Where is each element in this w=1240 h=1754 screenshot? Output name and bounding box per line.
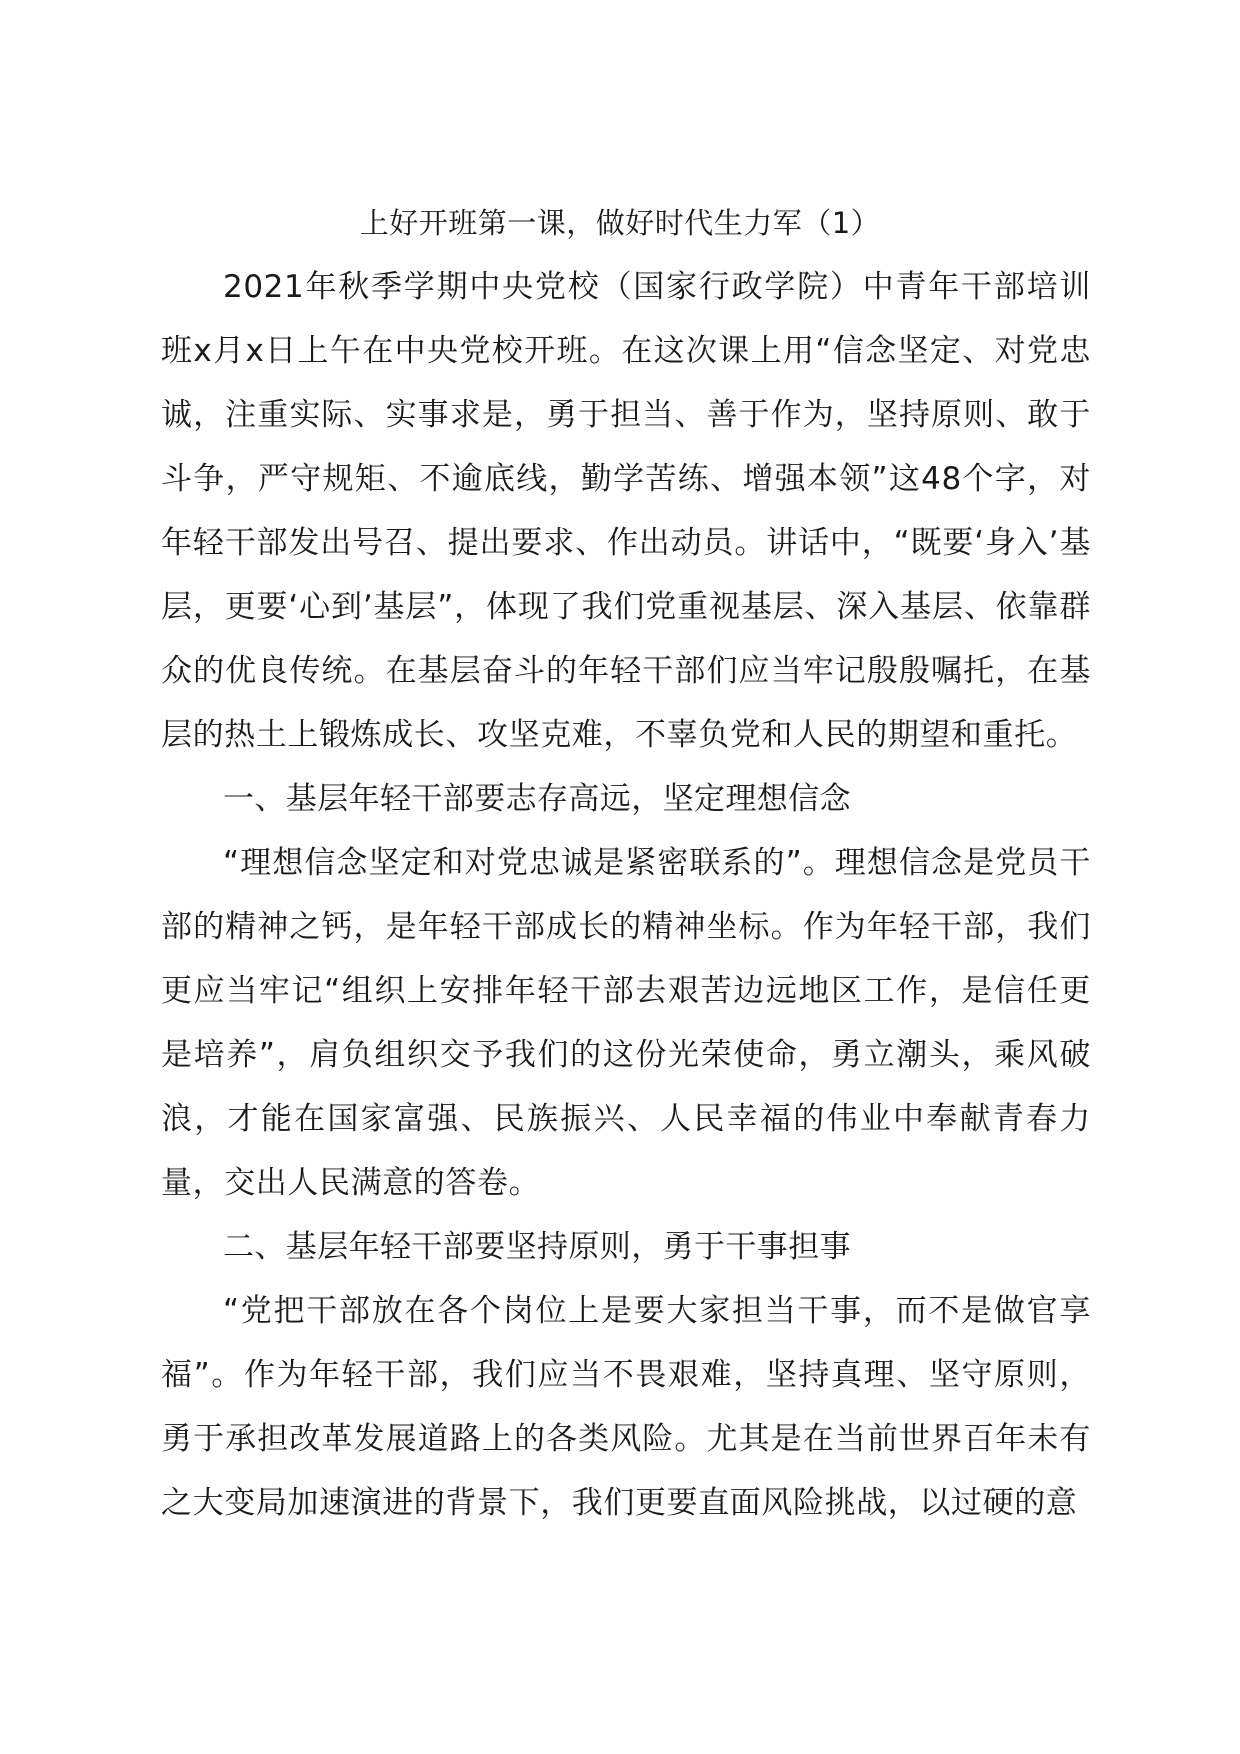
document-title: 上好开班第一课，做好时代生力军（1） <box>359 206 881 240</box>
section-heading-1: 一、基层年轻干部要志存高远，坚定理想信念 <box>223 781 851 817</box>
paragraph-intro: 2021年秋季学期中央党校（国家行政学院）中青年干部培训班x月x日上午在中央党校开班。在这次课上用“信念坚定、对党忠诚，注重实际、实事求是，勇于担当、善于作为，坚持原则、敢于斗争，严守规矩、不逾底线，勤学苦练、增强本领”这48个字，对年轻干部发出号召、提出要求、作出动员。讲话中，“既要‘身入’基层，更要‘心到’基层”，体现了我们党重视基层、深入基层、依靠群众的优良传统。在基层奋斗的年轻干部们应当牢记殷殷嘱托，在基层的热土上锻炼成长、攻坚克难，不辜负党和人民的期望和重托。 <box>161 269 1091 753</box>
paragraph-section-1: “理想信念坚定和对党忠诚是紧密联系的”。理想信念是党员干部的精神之钙，是年轻干部成长的精神坐标。作为年轻干部，我们更应当牢记“组织上安排年轻干部去艰苦边远地区工作，是信任更是培养”，肩负组织交予我们的这份光荣使命，勇立潮头，乘风破浪，才能在国家富强、民族振兴、人民幸福的伟业中奉献青春力量，交出人民满意的答卷。 <box>161 845 1091 1201</box>
document-body <box>161 255 1091 1535</box>
section-heading-2: 二、基层年轻干部要坚持原则，勇于干事担事 <box>223 1229 851 1265</box>
paragraph-section-2: “党把干部放在各个岗位上是要大家担当干事，而不是做官享福”。作为年轻干部，我们应当不畏艰难，坚持真理、坚守原则，勇于承担改革发展道路上的各类风险。尤其是在当前世界百年未有之大变局加速演进的背景下，我们更要直面风险挑战，以过硬的意 <box>161 1293 1091 1521</box>
